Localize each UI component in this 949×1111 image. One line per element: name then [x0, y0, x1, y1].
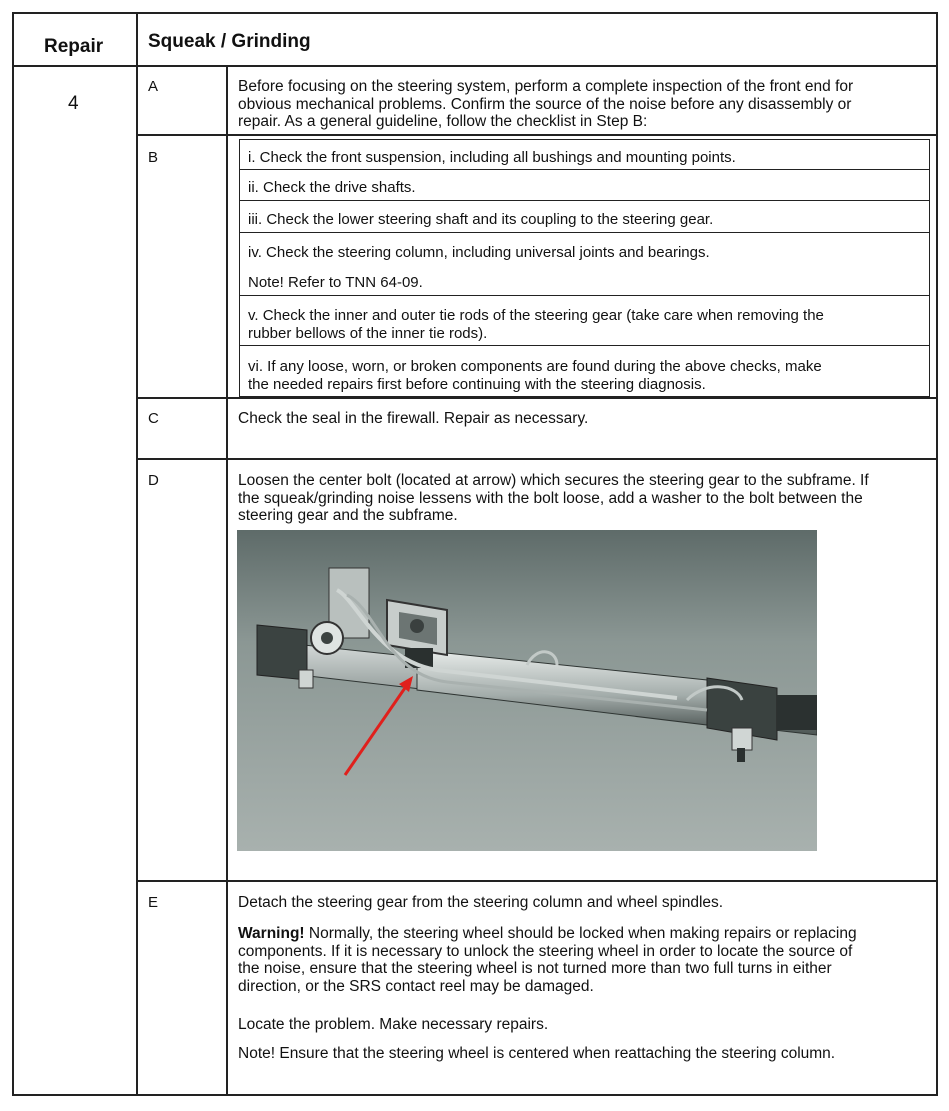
checklist-item-2	[239, 169, 930, 201]
step-d-line: steering gear and the subframe.	[238, 507, 458, 524]
repair-number: 4	[68, 93, 79, 114]
step-e-detach: Detach the steering gear from the steering column and wheel spindles.	[238, 894, 724, 911]
step-a-text	[238, 78, 853, 131]
checklist-line: the needed repairs first before continuing with the steering diagnosis.	[248, 376, 706, 393]
checklist-line: ii. Check the drive shafts.	[248, 179, 416, 196]
checklist-line: v. Check the inner and outer tie rods of the steering gear (take care when removing the	[248, 307, 824, 324]
step-a-line: Before focusing on the steering system, perform a complete inspection of the front end for	[238, 78, 854, 95]
step-letter-d: D	[148, 472, 159, 489]
steering-gear-illustration	[237, 530, 817, 851]
step-e-warning	[238, 925, 857, 995]
step-a-line: obvious mechanical problems. Confirm the source of the noise before any disassembly or	[238, 95, 852, 113]
header-divider	[12, 65, 938, 67]
row-divider-c	[136, 458, 938, 460]
step-letter-c: C	[148, 410, 159, 427]
checklist-line: iv. Check the steering column, including universal joints and bearings.	[248, 244, 710, 261]
step-e-locate: Locate the problem. Make necessary repairs.	[238, 1016, 549, 1033]
checklist-line: rubber bellows of the inner tie rods).	[248, 325, 488, 342]
checklist-item-4	[239, 232, 930, 296]
warning-line: Normally, the steering wheel should be locked when making repairs or replacing	[304, 925, 857, 942]
checklist-note: Note! Refer to TNN 64-09.	[248, 274, 423, 291]
step-letter-a: A	[148, 78, 159, 95]
steering-gear-photo	[237, 530, 817, 851]
checklist-item-5	[239, 295, 930, 346]
step-letter-b: B	[148, 149, 159, 166]
checklist-line: iii. Check the lower steering shaft and its coupling to the steering gear.	[248, 211, 714, 228]
checklist-item-6	[239, 345, 930, 397]
warning-line: components. If it is necessary to unlock the steering wheel in order to locate the source of	[238, 942, 853, 960]
checklist-line: vi. If any loose, worn, or broken components are found during the above checks, make	[248, 358, 822, 375]
warning-label: Warning!	[238, 925, 305, 942]
warning-line: the noise, ensure that the steering wheel is not turned more than two full turns in either	[238, 960, 832, 977]
row-divider-a	[136, 134, 938, 136]
letter-column-divider	[226, 65, 228, 1096]
step-e-note: Note! Ensure that the steering wheel is centered when reattaching the steering column.	[238, 1045, 836, 1062]
step-c-text: Check the seal in the firewall. Repair as necessary.	[238, 410, 589, 427]
page-title: Squeak / Grinding	[148, 31, 311, 52]
warning-line: direction, or the SRS contact reel may be damaged.	[238, 977, 594, 995]
step-d-text	[238, 472, 869, 525]
repair-header: Repair	[44, 36, 104, 57]
row-divider-b	[136, 397, 938, 399]
row-divider-d	[136, 880, 938, 882]
step-a-line: repair. As a general guideline, follow the checklist in Step B:	[238, 113, 648, 130]
step-letter-e: E	[148, 894, 159, 911]
checklist-line: i. Check the front suspension, including all bushings and mounting points.	[248, 149, 736, 166]
checklist-item-3	[239, 200, 930, 233]
checklist-item-1	[239, 139, 930, 170]
step-d-line: Loosen the center bolt (located at arrow) which secures the steering gear to the subframe. If	[238, 472, 869, 489]
step-d-line: the squeak/grinding noise lessens with the bolt loose, add a washer to the bolt between the	[238, 489, 863, 507]
warning-first-line	[238, 925, 857, 943]
repair-column-divider	[136, 12, 138, 1096]
